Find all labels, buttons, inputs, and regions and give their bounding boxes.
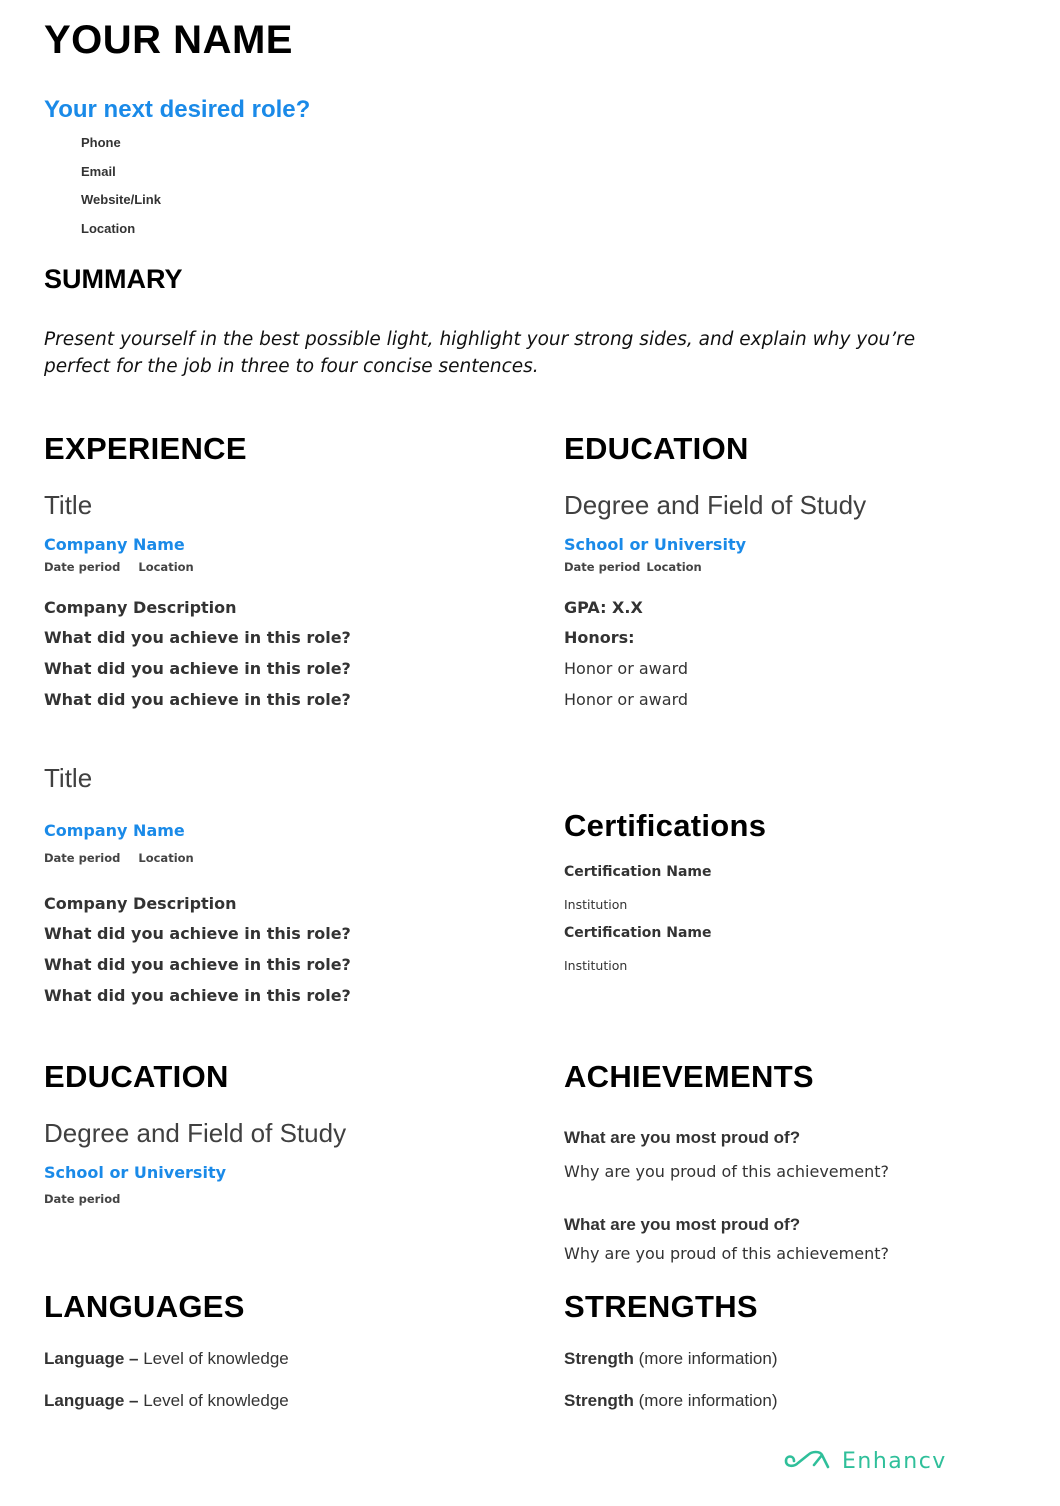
certifications-heading: Certifications bbox=[564, 808, 767, 843]
language-level: Level of knowledge bbox=[143, 1349, 289, 1368]
contact-email: Email bbox=[81, 164, 116, 179]
job-date: Date period bbox=[44, 560, 121, 574]
language-item bbox=[44, 1391, 289, 1411]
achievement-question: What are you most proud of? bbox=[564, 1128, 801, 1147]
gpa: GPA: X.X bbox=[564, 598, 643, 617]
experience-heading: EXPERIENCE bbox=[44, 431, 247, 466]
strength-name: Strength bbox=[564, 1391, 634, 1410]
achievement-answer: Why are you proud of this achievement? bbox=[564, 1162, 889, 1181]
job-achievement: What did you achieve in this role? bbox=[44, 659, 351, 678]
language-item bbox=[44, 1349, 289, 1369]
job-achievement: What did you achieve in this role? bbox=[44, 628, 351, 647]
summary-text: Present yourself in the best possible light, highlight your strong sides, and explain why you’re perfect for the job in three to four concise sentences. bbox=[44, 329, 916, 377]
company-description: Company Description bbox=[44, 894, 237, 913]
job-achievement: What did you achieve in this role? bbox=[44, 924, 351, 943]
job-title: Title bbox=[44, 763, 93, 793]
honors-label: Honors: bbox=[564, 628, 635, 647]
job-achievement: What did you achieve in this role? bbox=[44, 955, 351, 974]
strengths-heading: STRENGTHS bbox=[564, 1289, 758, 1324]
enhancv-logo bbox=[782, 1446, 947, 1476]
achievement-question: What are you most proud of? bbox=[564, 1215, 801, 1234]
logo-text: Enhancv bbox=[842, 1448, 947, 1474]
contact-location: Location bbox=[81, 221, 136, 236]
strength-item bbox=[564, 1391, 778, 1411]
strength-info: (more information) bbox=[638, 1391, 778, 1410]
job-achievement: What did you achieve in this role? bbox=[44, 690, 351, 709]
company-name: Company Name bbox=[44, 535, 185, 554]
resume-name: YOUR NAME bbox=[44, 18, 293, 62]
strength-item bbox=[564, 1349, 778, 1369]
job-title: Title bbox=[44, 490, 93, 520]
languages-heading: LANGUAGES bbox=[44, 1289, 245, 1324]
certification-name: Certification Name bbox=[564, 925, 712, 941]
certification-institution: Institution bbox=[564, 897, 628, 912]
degree-title: Degree and Field of Study bbox=[564, 490, 867, 520]
education-location: Location bbox=[646, 560, 702, 574]
job-location: Location bbox=[138, 851, 194, 865]
job-meta bbox=[44, 851, 194, 865]
language-name: Language – bbox=[44, 1349, 139, 1368]
contact-phone: Phone bbox=[81, 135, 121, 150]
school-name: School or University bbox=[44, 1163, 227, 1182]
strength-name: Strength bbox=[564, 1349, 634, 1368]
achievements-heading: ACHIEVEMENTS bbox=[564, 1059, 814, 1094]
desired-role: Your next desired role? bbox=[44, 96, 311, 123]
company-description: Company Description bbox=[44, 598, 237, 617]
education-heading: EDUCATION bbox=[44, 1059, 229, 1094]
degree-title: Degree and Field of Study bbox=[44, 1118, 347, 1148]
education-date: Date period bbox=[564, 560, 641, 574]
language-name: Language – bbox=[44, 1391, 139, 1410]
infinity-icon bbox=[782, 1446, 832, 1476]
school-name: School or University bbox=[564, 535, 747, 554]
summary-heading: SUMMARY bbox=[44, 264, 183, 294]
strength-info: (more information) bbox=[638, 1349, 778, 1368]
job-meta bbox=[44, 560, 194, 574]
job-achievement: What did you achieve in this role? bbox=[44, 986, 351, 1005]
honor-item: Honor or award bbox=[564, 659, 689, 678]
company-name: Company Name bbox=[44, 821, 185, 840]
job-location: Location bbox=[138, 560, 194, 574]
honor-item: Honor or award bbox=[564, 690, 689, 709]
education-meta bbox=[564, 560, 702, 574]
education-date: Date period bbox=[44, 1192, 121, 1206]
language-level: Level of knowledge bbox=[143, 1391, 289, 1410]
certification-institution: Institution bbox=[564, 958, 628, 973]
job-date: Date period bbox=[44, 851, 121, 865]
achievement-answer: Why are you proud of this achievement? bbox=[564, 1244, 889, 1263]
certification-name: Certification Name bbox=[564, 864, 712, 880]
education-heading: EDUCATION bbox=[564, 431, 749, 466]
contact-website: Website/Link bbox=[81, 192, 161, 207]
